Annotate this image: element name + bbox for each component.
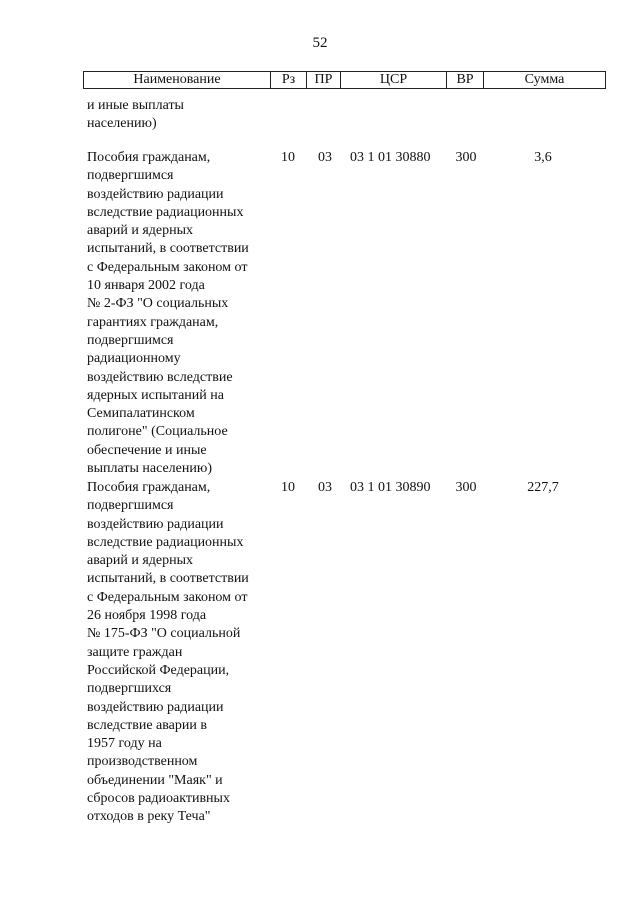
header-sum: Сумма — [524, 72, 565, 87]
table-header — [83, 71, 606, 89]
row-rz: 10 — [281, 150, 295, 165]
row-csr: 03 1 01 30890 — [350, 480, 431, 495]
row-vr: 300 — [455, 150, 477, 165]
row-name: Пособия гражданам, подвергшимся воздействию радиации вследствие радиационных аварий и ядерных испытаний, в соответствии с Федеральным законом от 10 января 2002 года № 2-ФЗ "О социальных гарантиях гражданам, подвергшимся радиационному воздействию вследствие ядерных испытаний на Семипалатинском полигоне" (Социальное обеспечение и иные выплаты населению) — [87, 150, 249, 477]
row-pr: 03 — [318, 480, 332, 495]
row-pr: 03 — [318, 150, 332, 165]
header-rz: Рз — [271, 72, 307, 88]
row-csr: 03 1 01 30880 — [350, 150, 431, 165]
row-name: Пособия гражданам, подвергшимся воздействию радиации вследствие радиационных аварий и ядерных испытаний, в соответствии с Федеральным законом от 26 ноября 1998 года № 175-ФЗ "О социальной защите граждан Российской Федерации, подвергшихся воздействию радиации вследствие аварии в 1957 году на производственном объединении "Маяк" и сбросов радиоактивных отходов в реку Теча" — [87, 480, 249, 825]
table-row — [83, 149, 606, 477]
header-vr: ВР — [447, 72, 484, 88]
table-row-continuation — [83, 97, 606, 137]
header-name: Наименование — [84, 72, 271, 88]
row-rz: 10 — [281, 480, 295, 495]
row-vr: 300 — [455, 480, 477, 495]
table-row — [83, 479, 606, 825]
row-sum: 227,7 — [527, 480, 559, 495]
page-number: 52 — [312, 35, 328, 51]
header-pr: ПР — [307, 72, 341, 88]
header-csr: ЦСР — [341, 72, 447, 88]
row-sum: 3,6 — [534, 150, 552, 165]
row-name: и иные выплаты населению) — [87, 98, 184, 132]
